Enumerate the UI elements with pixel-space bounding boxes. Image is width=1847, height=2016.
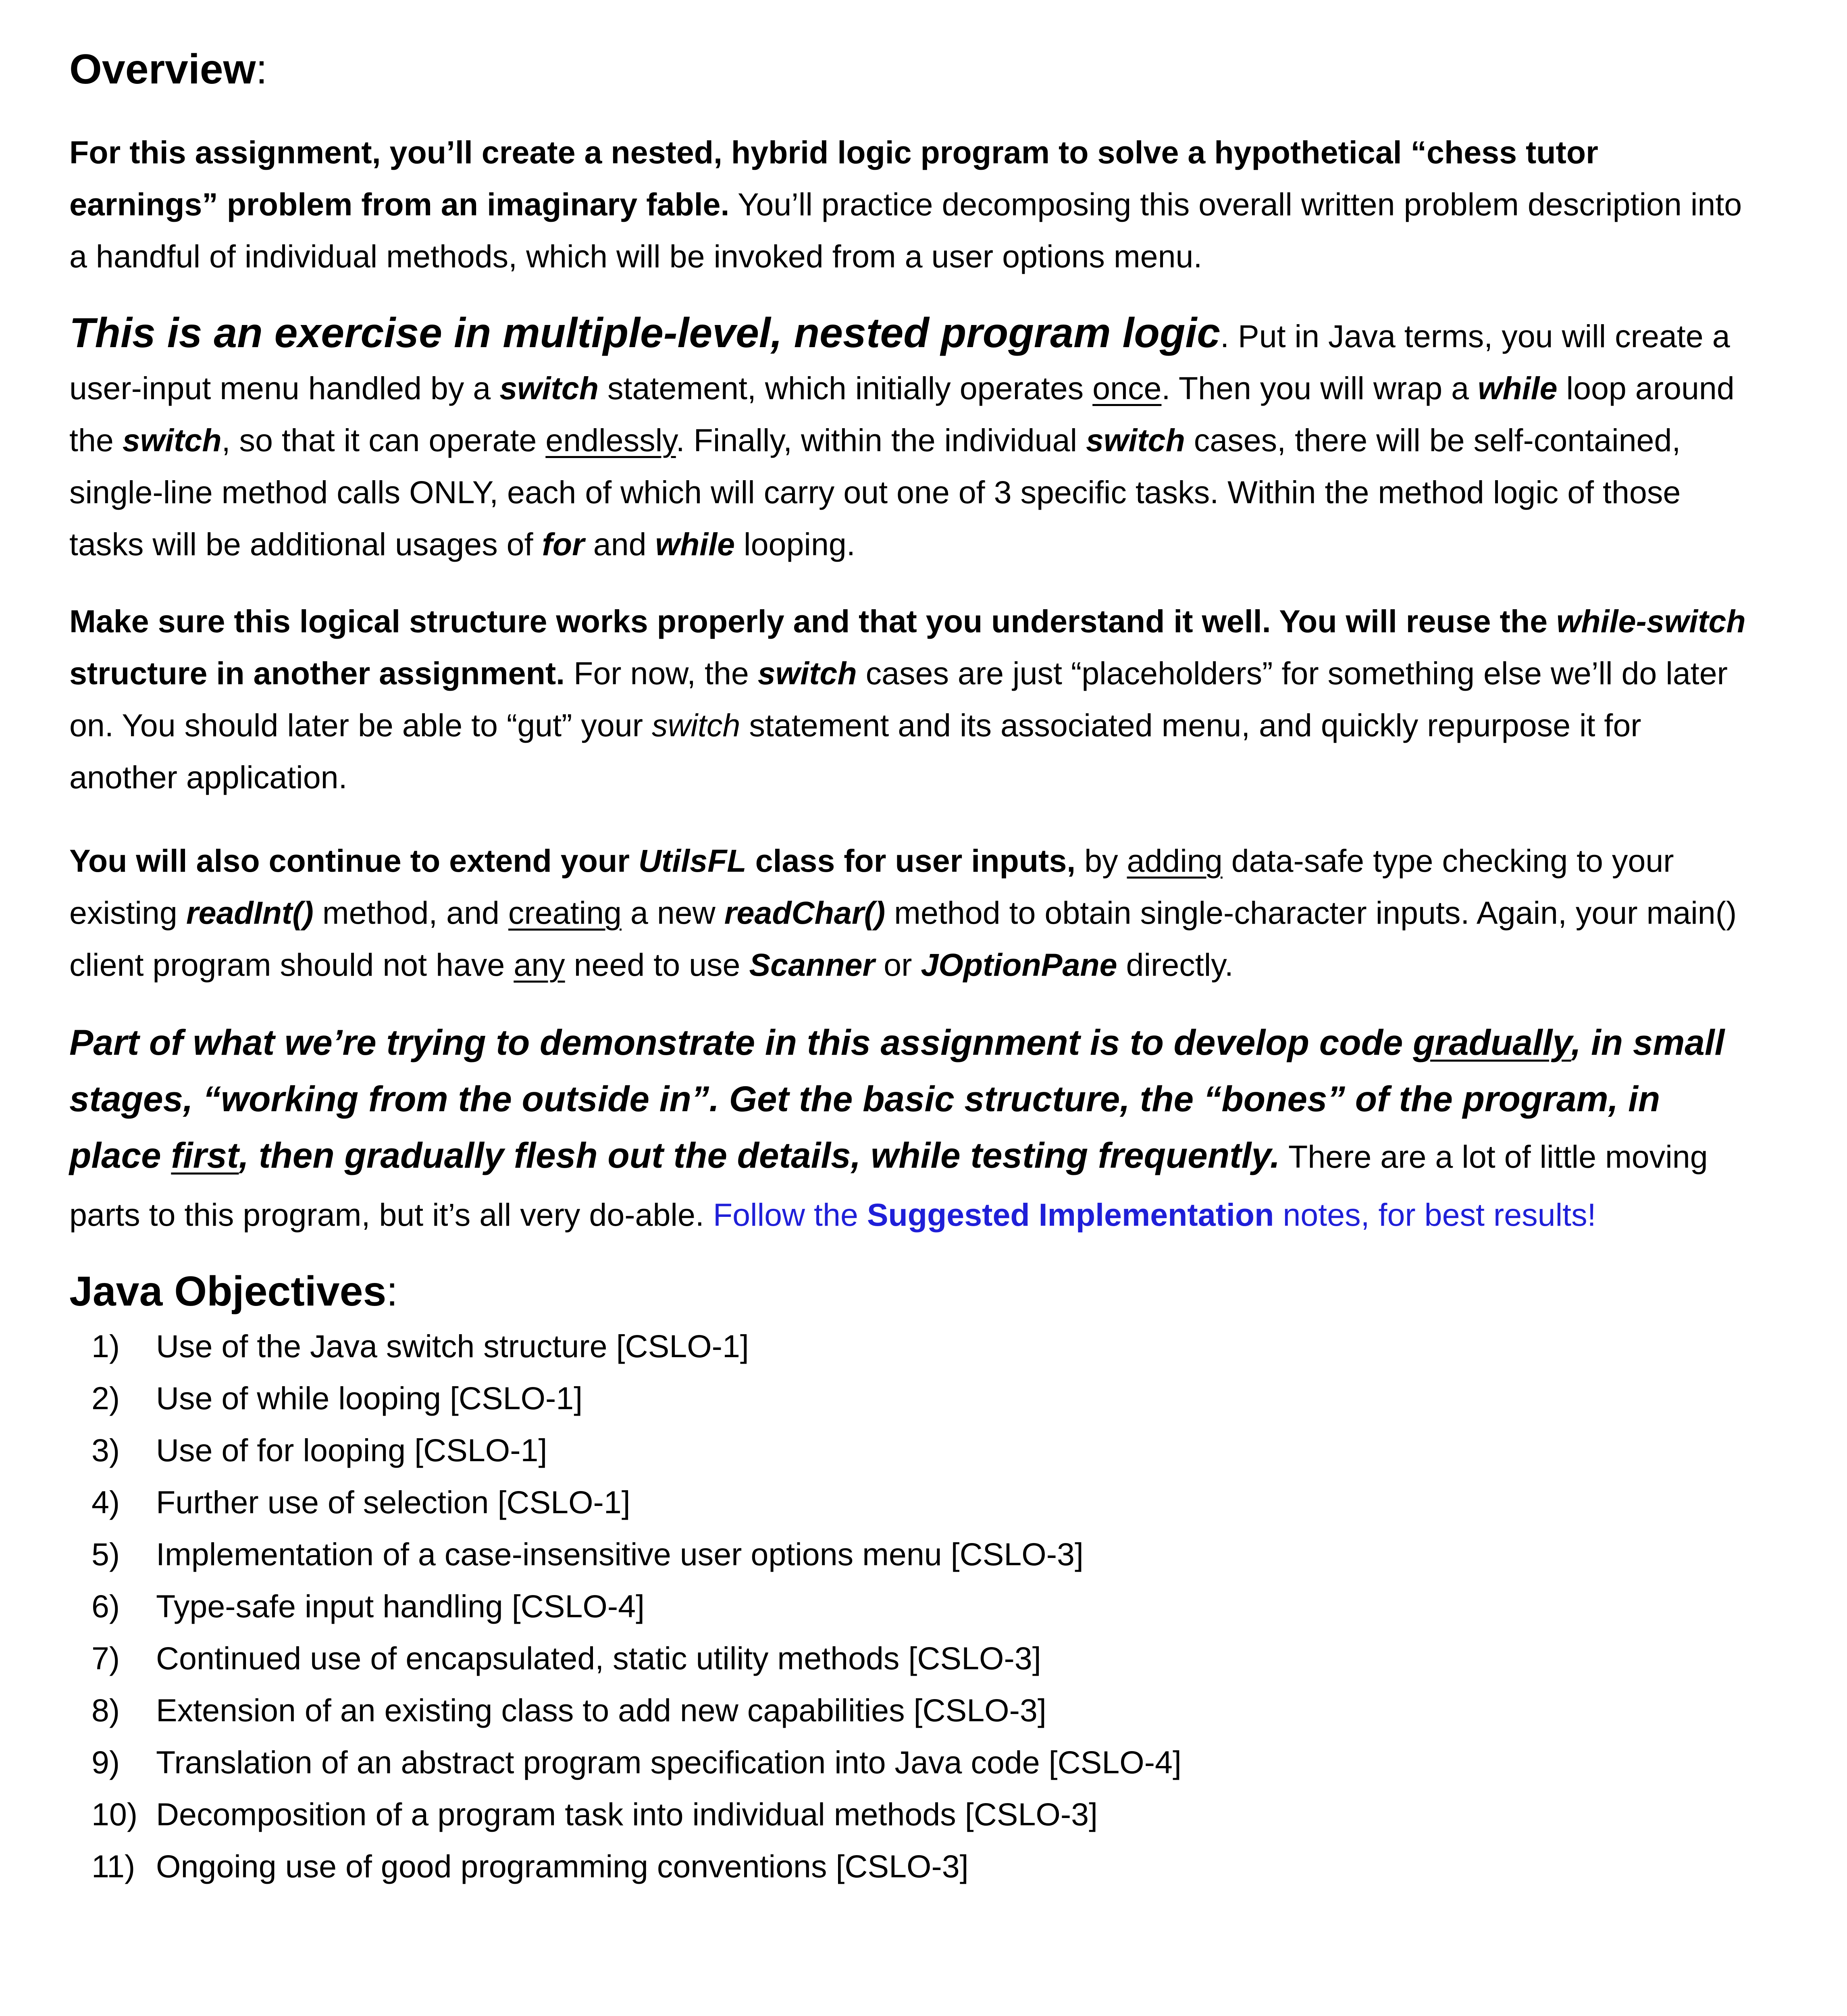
p4-text-4: a new bbox=[621, 894, 724, 931]
p2-text-4: loop around the bbox=[69, 370, 1735, 458]
p5-bold-italic-3: , then gradually flesh out the details, while testing frequently. bbox=[239, 1135, 1280, 1175]
p2-text-5: , so that it can operate bbox=[221, 422, 546, 458]
list-item-number: 6) bbox=[92, 1588, 120, 1624]
p5-suggested-implementation: Suggested Implementation bbox=[867, 1196, 1274, 1233]
list-item-text: Further use of selection [CSLO-1] bbox=[156, 1484, 630, 1520]
p4-text-3: method, and bbox=[313, 894, 508, 931]
p4-keyword-readint: readInt() bbox=[186, 894, 314, 931]
p2-underlined-once: once bbox=[1092, 370, 1162, 406]
p3-italic-switch: switch bbox=[651, 707, 740, 743]
list-item bbox=[69, 1424, 1754, 1476]
list-item-number: 7) bbox=[92, 1640, 120, 1676]
p4-underlined-creating: creating bbox=[508, 894, 622, 931]
p2-lead-text: This is an exercise in multiple-level, nested program logic bbox=[69, 309, 1221, 356]
list-item bbox=[69, 1372, 1754, 1424]
p5-blue-text-1: Follow the bbox=[713, 1196, 867, 1233]
p3-text-1: For now, the bbox=[565, 655, 758, 691]
p4-underlined-adding: adding bbox=[1127, 842, 1223, 879]
list-item bbox=[69, 1476, 1754, 1528]
overview-paragraph-3 bbox=[69, 595, 1754, 803]
list-item bbox=[69, 1580, 1754, 1632]
list-item-text: Extension of an existing class to add new capabilities [CSLO-3] bbox=[156, 1692, 1046, 1728]
list-item bbox=[69, 1788, 1754, 1840]
p5-blue-text-2: notes, for best results! bbox=[1274, 1196, 1596, 1233]
list-item-text: Use of while looping [CSLO-1] bbox=[156, 1380, 583, 1416]
p4-text-8: directly. bbox=[1117, 946, 1233, 983]
overview-paragraph-1 bbox=[69, 126, 1754, 282]
p4-keyword-readchar: readChar() bbox=[724, 894, 886, 931]
p3-keyword-switch: switch bbox=[757, 655, 857, 691]
list-item bbox=[69, 1320, 1754, 1372]
list-item-number: 10) bbox=[92, 1796, 138, 1832]
p4-bold-text-1: You will also continue to extend your bbox=[69, 842, 639, 879]
p2-text-1: . Put in Java terms, you will create a user-input menu handled by a bbox=[69, 318, 1730, 406]
list-item-text: Implementation of a case-insensitive user options menu [CSLO-3] bbox=[156, 1536, 1084, 1572]
list-item-text: Type-safe input handling [CSLO-4] bbox=[156, 1588, 645, 1624]
list-item-number: 5) bbox=[92, 1536, 120, 1572]
list-item-number: 8) bbox=[92, 1692, 120, 1728]
p2-keyword-for: for bbox=[542, 526, 584, 562]
list-item bbox=[69, 1632, 1754, 1684]
overview-heading-colon: : bbox=[256, 46, 268, 93]
p2-text-2: statement, which initially operates bbox=[599, 370, 1093, 406]
list-item bbox=[69, 1736, 1754, 1788]
p4-underlined-any: any bbox=[514, 946, 565, 983]
list-item-text: Translation of an abstract program specification into Java code [CSLO-4] bbox=[156, 1744, 1181, 1780]
objectives-heading-colon: : bbox=[386, 1268, 398, 1315]
p4-bold-text-2: class for user inputs, bbox=[746, 842, 1076, 879]
p2-underlined-endlessly: endlessly bbox=[545, 422, 676, 458]
list-item bbox=[69, 1684, 1754, 1736]
overview-heading-text: Overview bbox=[69, 46, 256, 93]
p4-text-2: data-safe type checking to your existing bbox=[69, 842, 1674, 931]
list-item-number: 11) bbox=[92, 1848, 135, 1884]
list-item-number: 2) bbox=[92, 1380, 120, 1416]
list-item-number: 9) bbox=[92, 1744, 120, 1780]
p5-blue-note bbox=[713, 1197, 1596, 1233]
list-item-number: 3) bbox=[92, 1432, 120, 1468]
p4-keyword-joptionpane: JOptionPane bbox=[921, 946, 1117, 983]
p3-bold-text-1: Make sure this logical structure works properly and that you understand it well. You will reuse the bbox=[69, 603, 1556, 639]
p4-text-6: need to use bbox=[565, 946, 749, 983]
overview-paragraph-4 bbox=[69, 835, 1754, 991]
p3-text-3: statement and its associated menu, and quickly repurpose it for another application. bbox=[69, 707, 1641, 795]
p2-keyword-while: while bbox=[1477, 370, 1558, 406]
p2-text-7: cases, there will be self-contained, single-line method calls ONLY, each of which will carry out one of 3 specific tasks. Within the method logic of those tasks will be additional usages of bbox=[69, 422, 1681, 562]
p4-keyword-utilsfl: UtilsFL bbox=[638, 842, 747, 879]
overview-paragraph-2 bbox=[69, 307, 1754, 570]
p2-keyword-while: while bbox=[655, 526, 735, 562]
p4-text-7: or bbox=[875, 946, 921, 983]
p4-keyword-scanner: Scanner bbox=[749, 946, 875, 983]
p5-underlined-gradually: gradually bbox=[1413, 1022, 1571, 1062]
p3-bold-text-2: structure in another assignment. bbox=[69, 655, 565, 691]
p5-bold-italic-2: , in small stages, “working from the outside in”. Get the basic structure, the “bones” of the program, in place bbox=[69, 1022, 1725, 1175]
p3-keyword-while-switch: while-switch bbox=[1556, 603, 1746, 639]
p4-text-5: method to obtain single-character inputs. Again, your main() client program should not have bbox=[69, 894, 1737, 983]
p3-text-2: cases are just “placeholders” for something else we’ll do later on. You should later be able to “gut” your bbox=[69, 655, 1728, 743]
p2-text-8: and bbox=[584, 526, 655, 562]
list-item-number: 4) bbox=[92, 1484, 120, 1520]
p2-text-6: . Finally, within the individual bbox=[676, 422, 1086, 458]
p2-keyword-switch: switch bbox=[499, 370, 599, 406]
list-item-text: Decomposition of a program task into individual methods [CSLO-3] bbox=[156, 1796, 1098, 1832]
list-item-text: Use of for looping [CSLO-1] bbox=[156, 1432, 547, 1468]
p2-text-3: . Then you will wrap a bbox=[1161, 370, 1478, 406]
overview-paragraph-5 bbox=[69, 1014, 1754, 1243]
document-page bbox=[69, 44, 1754, 1892]
p5-text-1: There are a lot of little moving parts to this program, but it’s all very do-able. bbox=[69, 1138, 1708, 1233]
p2-keyword-switch: switch bbox=[1086, 422, 1185, 458]
p1-bold-text: For this assignment, you’ll create a nested, hybrid logic program to solve a hypothetical “chess tutor earnings” problem from an imaginary fable. bbox=[69, 134, 1598, 222]
list-item bbox=[69, 1528, 1754, 1580]
list-item-number: 1) bbox=[92, 1328, 120, 1364]
list-item bbox=[69, 1840, 1754, 1892]
list-item-text: Use of the Java switch structure [CSLO-1] bbox=[156, 1328, 749, 1364]
list-item-text: Ongoing use of good programming conventions [CSLO-3] bbox=[156, 1848, 969, 1884]
p1-text: You’ll practice decomposing this overall written problem description into a handful of individual methods, which will be invoked from a user options menu. bbox=[69, 186, 1742, 274]
objectives-list bbox=[69, 1320, 1754, 1892]
objectives-heading-text: Java Objectives bbox=[69, 1268, 387, 1315]
p5-underlined-first: first bbox=[171, 1135, 239, 1175]
p2-keyword-switch: switch bbox=[122, 422, 222, 458]
p5-bold-italic-1: Part of what we’re trying to demonstrate in this assignment is to develop code bbox=[69, 1022, 1413, 1062]
overview-heading bbox=[69, 44, 1754, 95]
p4-text-1: by bbox=[1075, 842, 1127, 879]
p2-text-9: looping. bbox=[735, 526, 855, 562]
objectives-heading bbox=[69, 1266, 1754, 1317]
list-item-text: Continued use of encapsulated, static utility methods [CSLO-3] bbox=[156, 1640, 1041, 1676]
